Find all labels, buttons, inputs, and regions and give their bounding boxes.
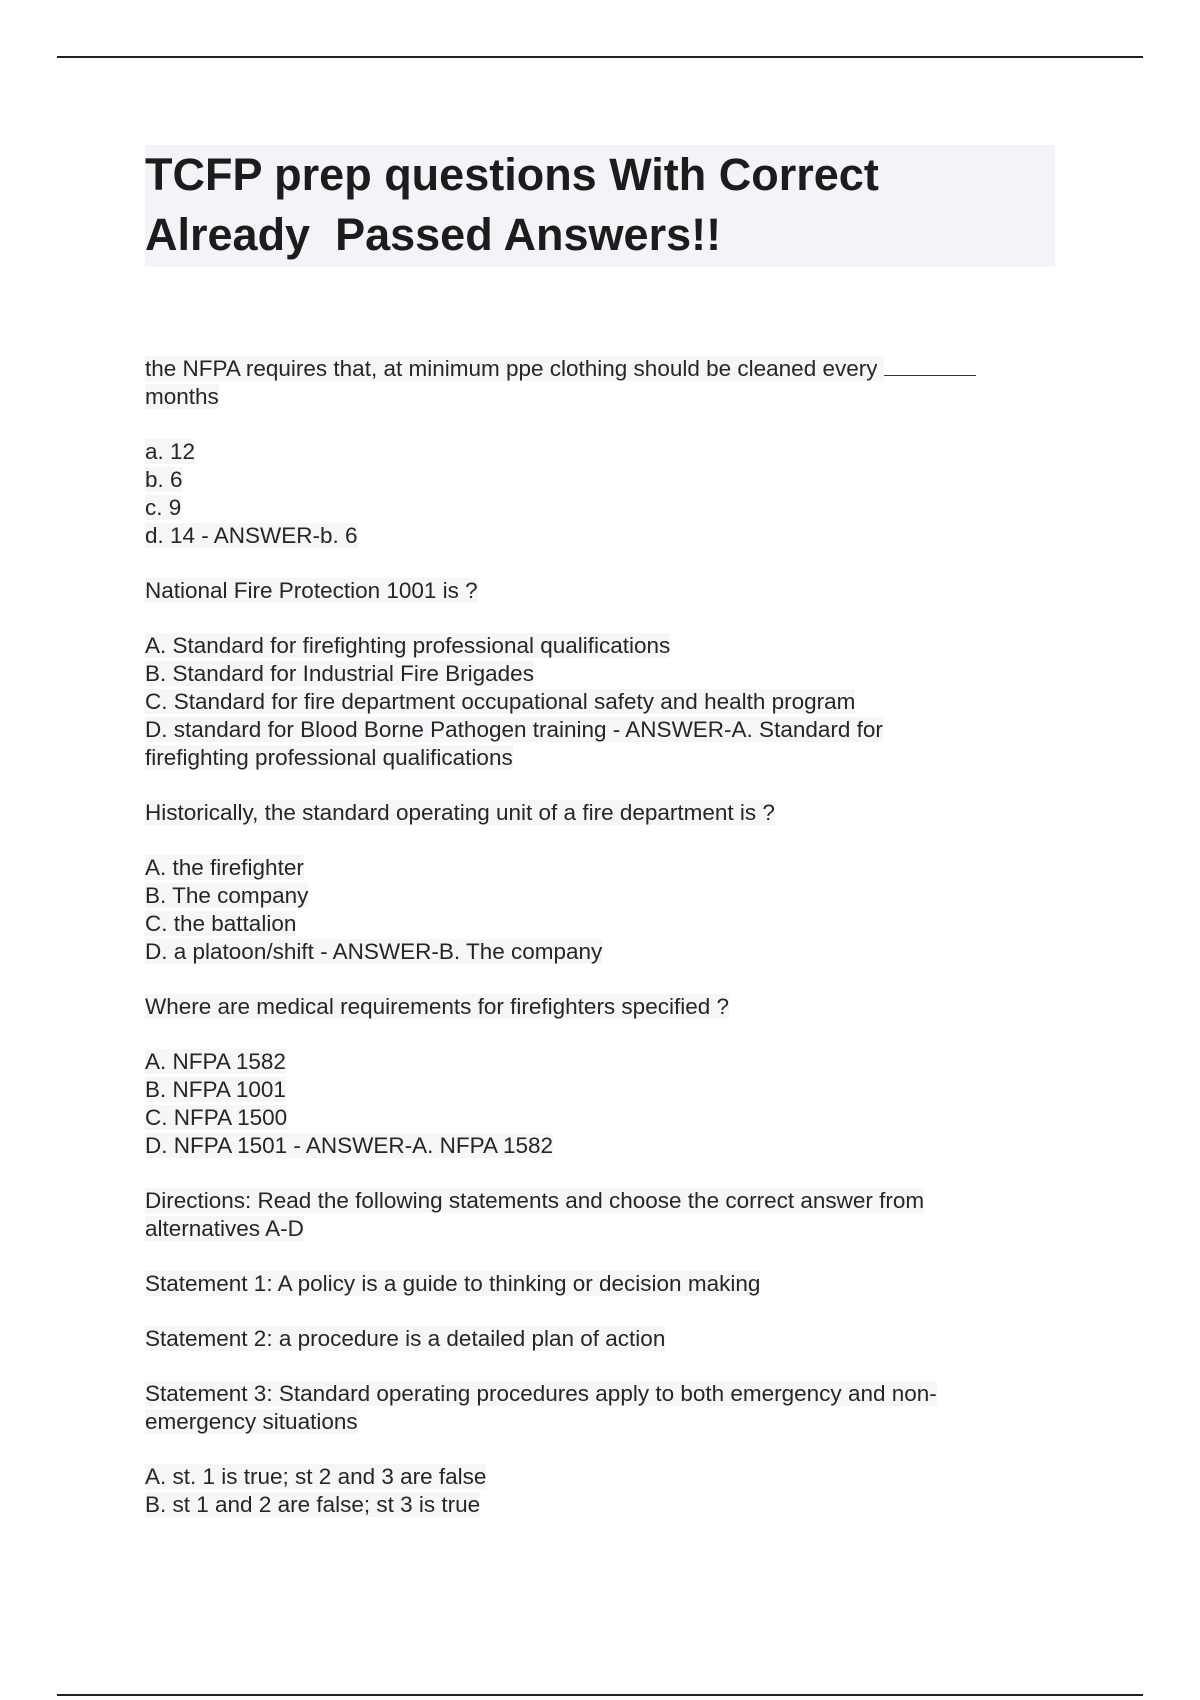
option-with-answer-continuation: firefighting professional qualifications xyxy=(145,745,513,770)
option: A. the firefighter xyxy=(145,855,304,880)
statement-2-text: Statement 2: a procedure is a detailed plan of action xyxy=(145,1326,666,1351)
option: C. NFPA 1500 xyxy=(145,1105,288,1130)
question-1-stem xyxy=(145,355,1055,411)
statement-3-line-2: emergency situations xyxy=(145,1409,358,1434)
option-with-answer: D. standard for Blood Borne Pathogen training - ANSWER-A. Standard for xyxy=(145,717,883,742)
statement-1 xyxy=(145,1270,1055,1298)
option: a. 12 xyxy=(145,439,196,464)
statement-2 xyxy=(145,1325,1055,1353)
question-2-stem-text: National Fire Protection 1001 is ? xyxy=(145,578,478,603)
question-1-options xyxy=(145,438,1055,550)
option: C. Standard for fire department occupational safety and health program xyxy=(145,689,856,714)
question-5-options xyxy=(145,1463,1055,1519)
question-4-stem-text: Where are medical requirements for firefighters specified ? xyxy=(145,994,730,1019)
option: B. NFPA 1001 xyxy=(145,1077,286,1102)
option: c. 9 xyxy=(145,495,182,520)
option: A. NFPA 1582 xyxy=(145,1049,286,1074)
question-4-stem xyxy=(145,993,1055,1021)
option-with-answer: d. 14 - ANSWER-b. 6 xyxy=(145,523,358,548)
option: b. 6 xyxy=(145,467,183,492)
directions-line-2: alternatives A-D xyxy=(145,1216,304,1241)
title-line-2: Already Passed Answers!! xyxy=(145,209,722,260)
question-1-stem-text: the NFPA requires that, at minimum ppe clothing should be cleaned every xyxy=(145,356,878,381)
statement-3 xyxy=(145,1380,1055,1436)
option: B. The company xyxy=(145,883,309,908)
statement-1-text: Statement 1: A policy is a guide to thinking or decision making xyxy=(145,1271,761,1296)
option: B. st 1 and 2 are false; st 3 is true xyxy=(145,1492,481,1517)
option: C. the battalion xyxy=(145,911,297,936)
option: A. Standard for firefighting professional qualifications xyxy=(145,633,671,658)
option-with-answer: D. a platoon/shift - ANSWER-B. The company xyxy=(145,939,603,964)
answer-blank xyxy=(884,357,976,376)
option: B. Standard for Industrial Fire Brigades xyxy=(145,661,534,686)
bottom-rule xyxy=(57,1694,1143,1696)
statement-3-line-1: Statement 3: Standard operating procedures apply to both emergency and non- xyxy=(145,1381,937,1406)
document-title xyxy=(145,145,1051,265)
question-3-stem xyxy=(145,799,1055,827)
question-3-stem-text: Historically, the standard operating unit of a fire department is ? xyxy=(145,800,775,825)
title-box xyxy=(145,145,1055,267)
title-line-1: TCFP prep questions With Correct xyxy=(145,149,879,200)
question-4-options xyxy=(145,1048,1055,1160)
question-2-stem xyxy=(145,577,1055,605)
option-with-answer: D. NFPA 1501 - ANSWER-A. NFPA 1582 xyxy=(145,1133,554,1158)
directions-line-1: Directions: Read the following statements and choose the correct answer from xyxy=(145,1188,925,1213)
document-page xyxy=(145,145,1055,1546)
document-body xyxy=(145,355,1055,1519)
question-5-directions xyxy=(145,1187,1055,1243)
question-2-options xyxy=(145,632,1055,772)
question-1-stem-continuation: months xyxy=(145,384,219,409)
question-3-options xyxy=(145,854,1055,966)
option: A. st. 1 is true; st 2 and 3 are false xyxy=(145,1464,487,1489)
top-rule xyxy=(57,56,1143,58)
